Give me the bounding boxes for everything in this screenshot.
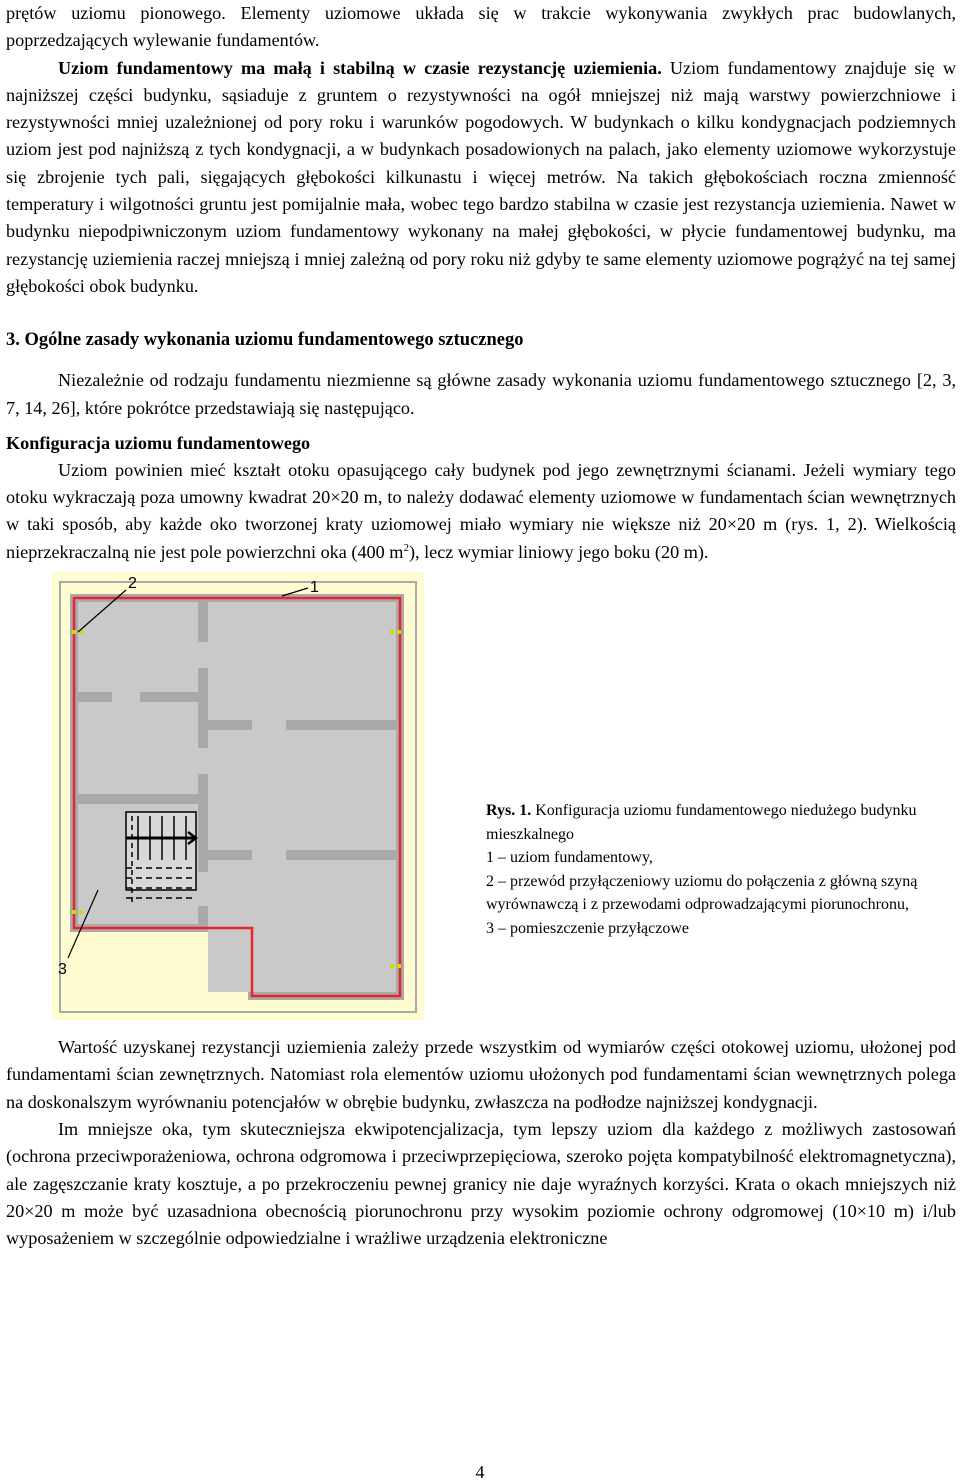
figure-label-3: 3 [58, 961, 67, 979]
figure-label-1: 1 [310, 579, 319, 597]
foundation-earth-electrode-plan [52, 572, 424, 1020]
figure-caption [486, 799, 956, 940]
stairs [126, 812, 196, 904]
room [208, 602, 396, 720]
caption-item-2: 2 – przewód przyłączeniowy uziomu do połączenia z główną szyną wyrównawczą i z przewodami odprowadzającymi piorunochronu, [486, 872, 918, 914]
superscript-2: 2 [403, 541, 409, 554]
caption-item-3: 3 – pomieszczenie przyłączowe [486, 919, 690, 937]
caption-title-text: Konfiguracja uziomu fundamentowego niedużego budynku mieszkalnego [486, 802, 917, 843]
room [256, 932, 396, 992]
door-opening [252, 720, 286, 730]
intro-paragraph-2 [6, 55, 956, 301]
config-paragraph [6, 457, 956, 566]
door-opening [112, 692, 140, 702]
door-opening [198, 748, 208, 774]
config-heading: Konfiguracja uziomu fundamentowego [6, 432, 311, 453]
caption-item-1: 1 – uziom fundamentowy, [486, 849, 653, 867]
intro-paragraph-1: prętów uziomu pionowego. Elementy uziomowe układa się w trakcie wykonywania zwykłych prac budowlanych, poprzedzających wylewanie fundamentów. [6, 3, 956, 51]
section-3-heading: 3. Ogólne zasady wykonania uziomu fundamentowego sztucznego [6, 330, 524, 351]
figure-1 [6, 570, 956, 1032]
intro-bold-sentence: Uziom fundamentowy ma małą i stabilną w czasie rezystancję uziemienia. [58, 57, 662, 78]
section-3-paragraph: Niezależnie od rodzaju fundamentu niezmienne są główne zasady wykonania uziomu fundamentowego sztucznego [2, 3, 7, 14, 26], które pokrótce przedstawiają się następująco. [6, 370, 956, 418]
door-opening [198, 872, 208, 906]
intro-paragraph-2-text: Uziom fundamentowy znajduje się w najniższej części budynku, sąsiaduje z gruntem o rezystywności na ogół mniejszej niż mają warstwy powierzchniowe i rezystywności mniej uzależnionej od pory roku i warunków pogodowych. W budynkach o kilku kondygnacjach podziemnych uziom jest pod najniższą z tych kondygnacji, a w budynkach posadowionych na palach, jako elementy uziomowe wykorzystuje się zbrojenie tych pali, sięgających głębokości kilkunastu i więcej metrów. Na takich głębokościach roczna zmienność temperatury i wilgotności gruntu jest pomijalnie mała, wobec tego bardzo stabilna w czasie jest rezystancja uziemienia. Nawet w budynku niepodpiwniczonym uziom fundamentowy wykonany na małej głębokości, w płycie fundamentowej budynku, ma rezystancję uziemienia raczej mniejszą i mniej zależną od pory roku niż gdyby te same elementy uziomowe pogrążyć na tej samej głębokości obok budynku. [6, 57, 956, 296]
config-paragraph-text: Uziom powinien mieć kształt otoku opasującego cały budynek pod jego zewnętrznymi ścianami. Jeżeli wymiary tego otoku wykraczają poza umowny kwadrat 20×20 m, to należy dodawać elementy uziomowe w fundamentach ścian wewnętrznych w taki sposób, aby każde oko tworzonej kraty uziomowej miało wymiary nie większe niż 20×20 m (rys. 1, 2). Wielkością nieprzekraczalną nie jest pole powierzchni oka (400 m [6, 459, 956, 562]
door-opening [198, 642, 208, 668]
room [78, 702, 198, 794]
room [208, 730, 396, 850]
config-paragraph-end: ), lecz wymiar liniowy jego boku (20 m). [408, 541, 709, 562]
after-paragraph-1: Wartość uzyskanej rezystancji uziemienia zależy przede wszystkim od wymiarów części otokowej uziomu, ułożonej pod fundamentami ścian zewnętrznych. Natomiast rola elementów uziomu ułożonych pod fundamentami ścian wewnętrznych polega na doskonalszym wyrównaniu potencjałów w obrębie budynku, zwłaszcza na podłodze najniższej kondygnacji. [6, 1037, 956, 1112]
caption-label: Rys. 1. [486, 802, 532, 820]
figure-label-2: 2 [128, 575, 137, 593]
document-page [6, 0, 956, 1252]
caption-title [486, 799, 956, 846]
door-opening [252, 850, 286, 860]
after-paragraph-2: Im mniejsze oka, tym skuteczniejsza ekwipotencjalizacja, tym lepszy uziom dla każdego z możliwych zastosowań (ochrona przeciwporażeniowa, ochrona odgromowa i przeciwprzepięciowa, szeroko pojęta kompatybilność elektromagnetyczna), ale zagęszczanie kraty kosztuje, a po przekroczeniu pewnej granicy nie daje wyraźnych korzyści. Krata o okach mniejszych niż 20×20 m może być uzasadniona obecnością piorunochronu przy wysokim poziomie ochrony odgromowej (10×10 m) i/lub wyposażeniem w szczególnie odpowiedzialne i wrażliwe urządzenia elektroniczne [6, 1118, 956, 1249]
page-number: 4 [475, 1462, 485, 1482]
